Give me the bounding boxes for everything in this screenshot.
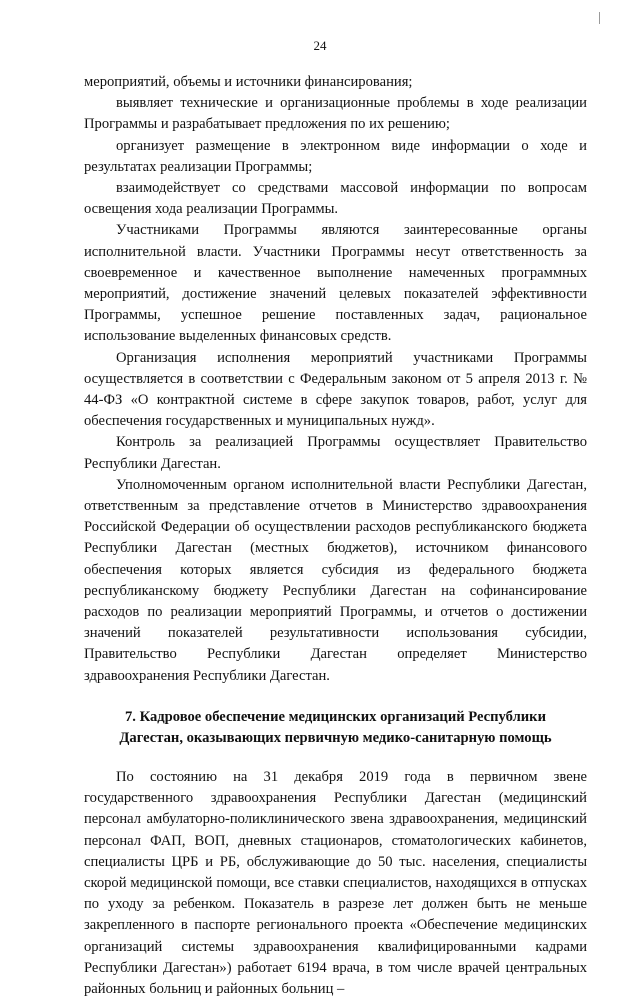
- paragraph: Участниками Программы являются заинтересованные органы исполнительной власти. Участники Программы несут ответственность за своевременное и качественное выполнение намеченных программных мероприятий, достижение значений целевых показателей эффективности Программы, успешное решение поставленных задач, рациональное использование выделенных финансовых средств.: [84, 222, 587, 345]
- paragraph: мероприятий, объемы и источники финансирования;: [84, 74, 413, 90]
- paragraph: выявляет технические и организационные проблемы в ходе реализации Программы и разрабатывает предложения по их решению;: [84, 95, 587, 133]
- section-heading-line: 7. Кадровое обеспечение медицинских организаций Республики: [124, 708, 546, 725]
- page-body: [84, 72, 587, 1000]
- paragraph: Уполномоченным органом исполнительной власти Республики Дагестан, ответственным за представление отчетов в Министерство здравоохранения Российской Федерации об осуществлении расходов республиканского бюджета Республики Дагестан (местных бюджетов), источником финансового обеспечения которых является субсидия из федерального бюджета республиканскому бюджету Республики Дагестан на софинансирование расходов по реализации мероприятий Программы, и отчетов о достижении значений показателей результативности использования субсидии, Правительство Республики Дагестан определяет Министерство здравоохранения Республики Дагестан.: [84, 476, 587, 684]
- paragraph: Организация исполнения мероприятий участниками Программы осуществляется в соответствии с Федеральным законом от 5 апреля 2013 г. № 44-ФЗ «О контрактной системе в сфере закупок товаров, работ, услуг для обеспечения государственных и муниципальных нужд».: [84, 349, 587, 430]
- paragraph: Контроль за реализацией Программы осуществляет Правительство Республики Дагестан.: [84, 434, 587, 472]
- section-heading: [84, 707, 587, 749]
- paragraph: По состоянию на 31 декабря 2019 года в первичном звене государственного здравоохранения Республики Дагестан (медицинский персонал амбулаторно-поликлинического звена здравоохранения, медицинский персонал ФАП, ВОП, дневных стационаров, стоматологических кабинетов, специалисты ЦРБ и РБ, обслуживающие до 50 тыс. населения, специалисты скорой медицинской помощи, все ставки специалистов, находящихся в отпусках по уходу за ребенком. Показатель в разрезе лет должен быть не меньше закрепленного в паспорте регионального проекта «Обеспечение медицинских организаций системы здравоохранения квалифицированными кадрами Республики Дагестан») работает 6194 врача, в том числе врачей центральных районных больниц и районных больниц –: [84, 768, 587, 997]
- paragraph: взаимодействует со средствами массовой информации по вопросам освещения хода реализации Программы.: [84, 180, 587, 218]
- page-number: 24: [313, 38, 327, 53]
- section-heading-line: Дагестан, оказывающих первичную медико-санитарную помощь: [119, 729, 552, 746]
- paragraph: организует размещение в электронном виде информации о ходе и результатах реализации Программы;: [84, 137, 587, 175]
- page-edge-mark: [599, 12, 600, 24]
